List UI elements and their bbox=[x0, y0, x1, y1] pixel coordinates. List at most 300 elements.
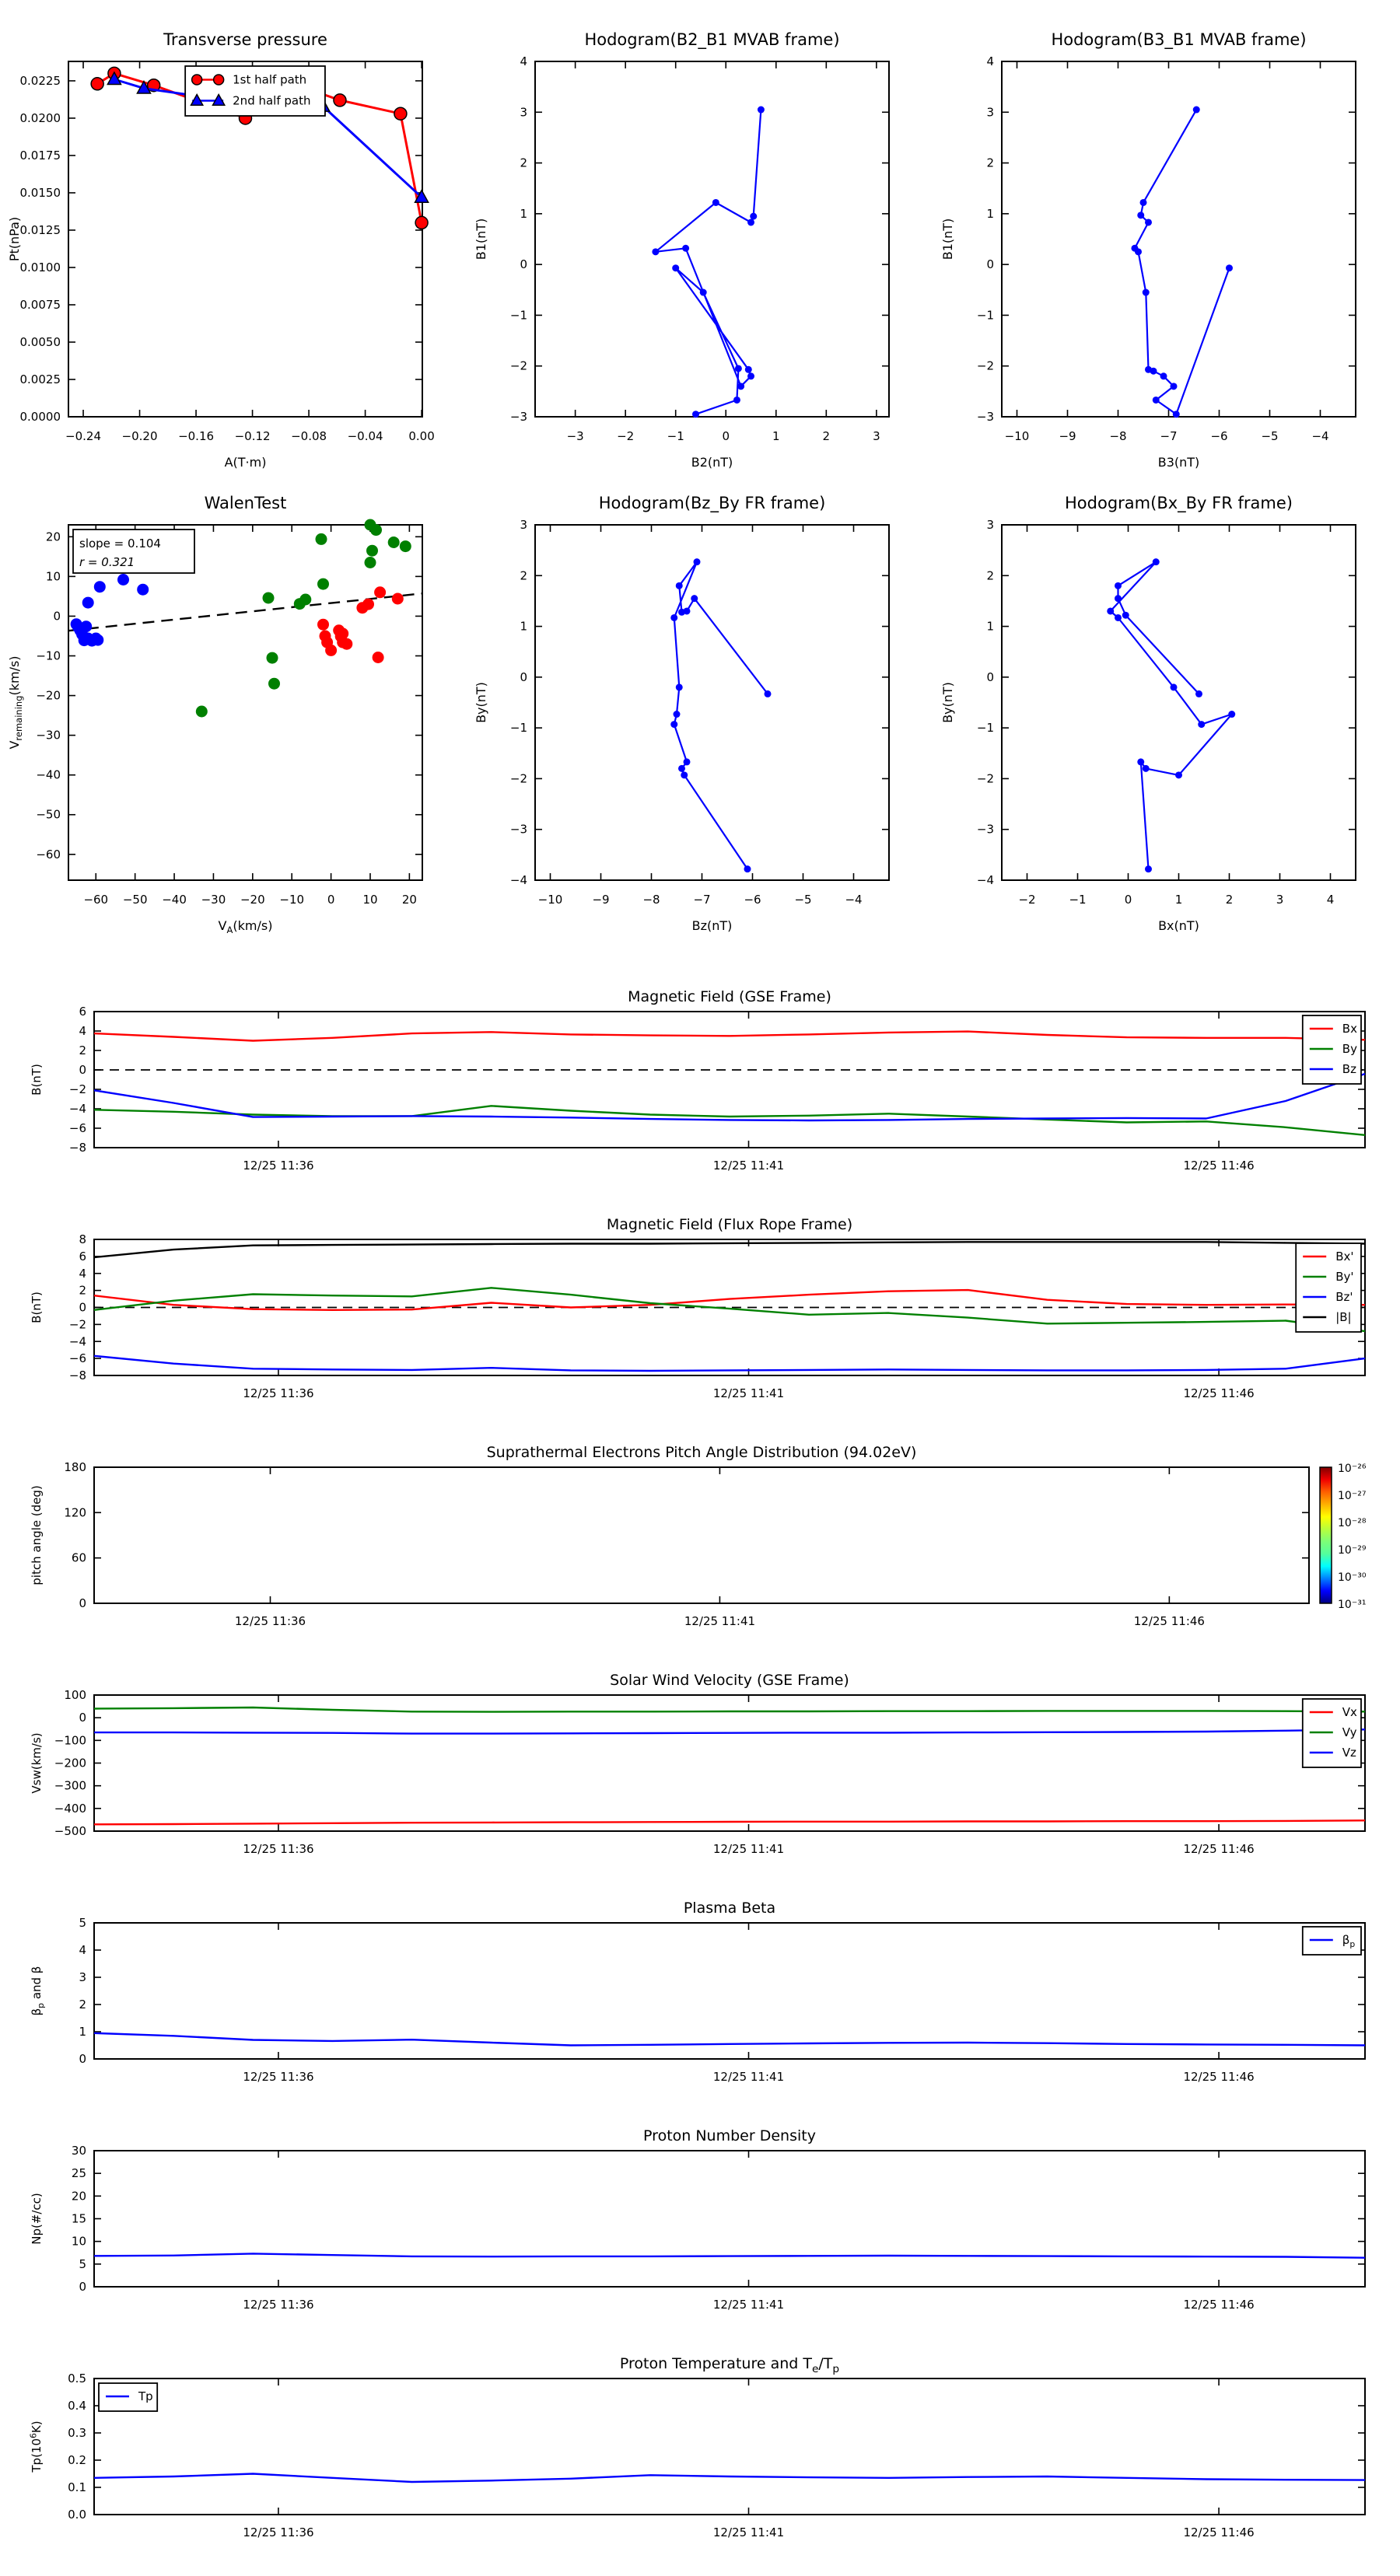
y-tick-label: −6 bbox=[68, 1351, 86, 1366]
marker-circle bbox=[1115, 614, 1122, 621]
axes-frame bbox=[94, 1467, 1309, 1603]
marker-circle bbox=[681, 771, 688, 778]
legend-label: Bx bbox=[1342, 1022, 1357, 1036]
y-tick-label: 2 bbox=[79, 1283, 86, 1298]
y-tick-label: 0.0075 bbox=[19, 297, 61, 312]
x-tick-label: 12/25 11:46 bbox=[1183, 2070, 1255, 2084]
y-tick-label: −100 bbox=[54, 1733, 86, 1748]
colorbar bbox=[1320, 1463, 1367, 1611]
chart-title: Proton Temperature and $T_e/T_p$ bbox=[619, 2355, 840, 2375]
marker-circle bbox=[1160, 372, 1167, 379]
chart-hodogram-bx-by bbox=[933, 474, 1400, 938]
y-tick-label: −4 bbox=[68, 1334, 86, 1349]
y-axis-label: Np(#/cc) bbox=[30, 2193, 44, 2245]
x-tick-label: −10 bbox=[1004, 429, 1030, 443]
x-tick-label: 12/25 11:46 bbox=[1183, 1386, 1255, 1400]
panel-proton-number-density bbox=[0, 2117, 1400, 2345]
marker-circle bbox=[1175, 771, 1182, 778]
y-tick-label: 6 bbox=[79, 1005, 86, 1019]
x-tick-label: 2 bbox=[1225, 893, 1234, 907]
y-tick-label: 3 bbox=[986, 518, 994, 532]
y-axis-label: $Tp(10^6K)$ bbox=[28, 2420, 44, 2473]
marker-circle bbox=[1143, 765, 1150, 772]
marker-circle bbox=[692, 411, 699, 418]
x-tick-label: 1 bbox=[772, 429, 780, 443]
y-tick-label: −2 bbox=[976, 771, 994, 786]
y-tick-label: 0 bbox=[520, 257, 527, 272]
axes-frame bbox=[94, 1923, 1365, 2059]
x-tick-label: −1 bbox=[667, 429, 684, 443]
scatter-point bbox=[366, 545, 378, 557]
y-tick-label: 0.5 bbox=[68, 2372, 86, 2386]
marker-circle bbox=[91, 78, 103, 90]
chart-walen-test bbox=[0, 474, 467, 938]
scatter-point bbox=[263, 592, 275, 604]
x-tick-label: −0.16 bbox=[178, 429, 215, 443]
legend bbox=[1303, 1015, 1361, 1084]
legend bbox=[99, 2383, 157, 2411]
legend-label: Tp bbox=[138, 2389, 153, 2403]
marker-circle bbox=[652, 248, 659, 255]
series-line bbox=[94, 1820, 1365, 1824]
y-tick-label: −2 bbox=[68, 1082, 86, 1096]
y-tick-label: 0.0200 bbox=[19, 110, 61, 125]
solar-wind-velocity bbox=[0, 1662, 1400, 1889]
marker-circle bbox=[1107, 607, 1114, 614]
y-tick-label: 1 bbox=[520, 206, 527, 221]
x-tick-label: 12/25 11:36 bbox=[243, 2070, 314, 2084]
y-tick-label: 0 bbox=[79, 1300, 86, 1315]
y-tick-label: 0.1 bbox=[68, 2480, 86, 2494]
chart-title: Hodogram(B3_B1 MVAB frame) bbox=[1051, 30, 1307, 49]
x-tick-label: 12/25 11:41 bbox=[712, 1842, 785, 1856]
marker-circle bbox=[1137, 211, 1144, 218]
x-tick-label: 3 bbox=[1276, 893, 1284, 907]
chart-title: WalenTest bbox=[204, 494, 287, 512]
legend bbox=[1303, 1699, 1361, 1767]
x-tick-label: −0.20 bbox=[121, 429, 158, 443]
y-tick-label: −3 bbox=[976, 822, 994, 837]
time-series-panels bbox=[0, 978, 1400, 2573]
scatter-point bbox=[299, 594, 311, 606]
axes-frame bbox=[535, 61, 889, 417]
marker-circle bbox=[394, 107, 407, 120]
y-tick-label: 60 bbox=[71, 1550, 86, 1565]
scatter-point bbox=[325, 645, 337, 656]
plasma-beta bbox=[0, 1889, 1400, 2117]
legend-label: By' bbox=[1335, 1270, 1354, 1284]
marker-circle bbox=[1171, 683, 1178, 690]
y-tick-label: 0.4 bbox=[68, 2399, 86, 2413]
y-tick-label: 6 bbox=[79, 1249, 86, 1264]
y-tick-label: 0.0100 bbox=[19, 260, 61, 274]
marker-circle bbox=[758, 107, 765, 114]
y-tick-label: −1 bbox=[509, 721, 527, 736]
marker-circle bbox=[735, 365, 742, 372]
x-tick-label: −5 bbox=[794, 893, 812, 907]
marker-circle bbox=[1140, 199, 1147, 206]
y-tick-label: 2 bbox=[986, 568, 994, 583]
chart-title: Magnetic Field (Flux Rope Frame) bbox=[606, 1216, 853, 1233]
x-tick-label: −6 bbox=[1210, 429, 1228, 443]
x-tick-label: 12/25 11:36 bbox=[243, 2298, 314, 2312]
marker-circle bbox=[737, 383, 744, 390]
y-tick-label: −500 bbox=[54, 1824, 86, 1838]
y-tick-label: 30 bbox=[71, 2144, 86, 2158]
y-axis-label: $V_{remaining}(km/s)$ bbox=[7, 655, 24, 750]
legend-label: Bz' bbox=[1335, 1290, 1353, 1304]
x-tick-label: −30 bbox=[201, 893, 226, 907]
suprathermal-electrons-pad bbox=[0, 1434, 1400, 1662]
x-tick-label: −5 bbox=[1261, 429, 1279, 443]
y-tick-label: 0 bbox=[79, 2280, 86, 2294]
y-tick-label: 8 bbox=[79, 1232, 86, 1246]
y-tick-label: −1 bbox=[509, 308, 527, 323]
transverse-pressure bbox=[0, 11, 467, 474]
marker-circle bbox=[1115, 595, 1122, 602]
y-tick-label: 0 bbox=[79, 1711, 86, 1725]
scatter-point bbox=[137, 584, 149, 596]
x-tick-label: 0.00 bbox=[408, 429, 435, 443]
series-line bbox=[94, 1356, 1365, 1371]
y-tick-label: −8 bbox=[68, 1368, 86, 1382]
y-tick-label: −8 bbox=[68, 1141, 86, 1155]
y-tick-label: 15 bbox=[71, 2211, 86, 2226]
scatter-point bbox=[268, 678, 280, 690]
x-tick-label: 12/25 11:41 bbox=[712, 2525, 785, 2539]
legend-label: Vx bbox=[1342, 1705, 1357, 1719]
scatter-point bbox=[400, 540, 411, 552]
x-tick-label: 4 bbox=[1326, 893, 1335, 907]
y-tick-label: 3 bbox=[79, 1970, 86, 1984]
scatter-point bbox=[94, 581, 106, 592]
x-tick-label: −0.12 bbox=[234, 429, 271, 443]
chart-title: Hodogram(Bx_By FR frame) bbox=[1065, 494, 1293, 512]
x-tick-label: 12/25 11:46 bbox=[1183, 2525, 1255, 2539]
colorbar-label: 10⁻²⁶ bbox=[1338, 1463, 1367, 1475]
x-tick-label: 12/25 11:46 bbox=[1133, 1614, 1205, 1628]
legend-label: 1st half path bbox=[233, 72, 307, 87]
y-tick-label: 1 bbox=[520, 619, 527, 634]
marker-circle bbox=[192, 75, 202, 85]
panel-proton-temperature bbox=[0, 2345, 1400, 2573]
chart-title: Transverse pressure bbox=[163, 30, 327, 49]
y-tick-label: 0.0025 bbox=[19, 372, 61, 386]
y-tick-label: 2 bbox=[520, 568, 527, 583]
y-tick-label: 25 bbox=[71, 2166, 86, 2181]
x-axis-label: Bx(nT) bbox=[1158, 918, 1199, 933]
y-tick-label: 2 bbox=[79, 1998, 86, 2012]
legend-label: 2nd half path bbox=[233, 93, 311, 108]
y-tick-label: −4 bbox=[68, 1102, 86, 1116]
scatter-point bbox=[388, 537, 400, 548]
y-tick-label: 180 bbox=[64, 1460, 86, 1474]
series-line bbox=[1111, 562, 1232, 869]
legend-label: $\beta_p$ bbox=[1342, 1933, 1356, 1949]
y-tick-label: −1 bbox=[976, 308, 994, 323]
legend bbox=[1296, 1243, 1361, 1332]
x-tick-label: 12/25 11:41 bbox=[684, 1614, 756, 1628]
y-tick-label: 20 bbox=[45, 530, 61, 544]
y-axis-label: $\beta_p$ and β bbox=[30, 1966, 46, 2016]
x-tick-label: −0.04 bbox=[347, 429, 383, 443]
y-tick-label: −3 bbox=[976, 410, 994, 424]
y-tick-label: 4 bbox=[520, 54, 527, 68]
y-tick-label: −30 bbox=[36, 728, 61, 743]
x-tick-label: 12/25 11:36 bbox=[243, 1159, 314, 1173]
y-tick-label: −4 bbox=[976, 873, 994, 887]
y-axis-label: Vsw(km/s) bbox=[30, 1732, 44, 1794]
marker-circle bbox=[700, 289, 707, 296]
x-tick-label: −50 bbox=[122, 893, 148, 907]
legend-label: |B| bbox=[1335, 1310, 1352, 1324]
magnetic-field-flux-rope bbox=[0, 1206, 1400, 1434]
y-tick-label: 0.0125 bbox=[19, 222, 61, 237]
x-tick-label: −3 bbox=[566, 429, 584, 443]
y-tick-label: −2 bbox=[976, 358, 994, 373]
y-tick-label: 3 bbox=[986, 105, 994, 120]
x-tick-label: 12/25 11:36 bbox=[243, 1842, 314, 1856]
y-tick-label: 0 bbox=[79, 2052, 86, 2066]
y-tick-label: 0 bbox=[79, 1063, 86, 1077]
marker-circle bbox=[1115, 582, 1122, 589]
y-tick-label: −4 bbox=[509, 873, 527, 887]
scatter-point bbox=[317, 619, 329, 631]
marker-circle bbox=[1153, 558, 1160, 565]
panel-magnetic-field-flux-rope bbox=[0, 1206, 1400, 1434]
legend bbox=[1303, 1927, 1361, 1955]
series-line bbox=[94, 1032, 1365, 1041]
chart-title: Plasma Beta bbox=[683, 1900, 776, 1917]
x-tick-label: −10 bbox=[279, 893, 305, 907]
marker-circle bbox=[1145, 218, 1152, 225]
x-tick-label: 3 bbox=[873, 429, 880, 443]
marker-circle bbox=[1145, 865, 1152, 872]
y-tick-label: −6 bbox=[68, 1121, 86, 1135]
marker-circle bbox=[674, 711, 681, 718]
y-tick-label: −200 bbox=[54, 1756, 86, 1770]
legend-label: Bx' bbox=[1335, 1250, 1354, 1264]
marker-circle bbox=[415, 216, 428, 229]
y-tick-label: 0.0225 bbox=[19, 73, 61, 88]
axes-frame bbox=[535, 525, 889, 880]
chart-title: Proton Number Density bbox=[643, 2127, 816, 2144]
marker-circle bbox=[1135, 248, 1142, 255]
magnetic-field-gse bbox=[0, 978, 1400, 1206]
x-tick-label: −7 bbox=[1160, 429, 1178, 443]
marker-circle bbox=[1143, 289, 1150, 296]
x-tick-label: −8 bbox=[1109, 429, 1127, 443]
series-line bbox=[94, 2474, 1365, 2483]
y-tick-label: 4 bbox=[79, 1266, 86, 1281]
y-tick-label: 2 bbox=[986, 156, 994, 170]
x-tick-label: 1 bbox=[1174, 893, 1183, 907]
hodogram-grid bbox=[0, 11, 1400, 938]
x-tick-label: −20 bbox=[240, 893, 265, 907]
scatter-point bbox=[196, 706, 208, 718]
marker-circle bbox=[1122, 612, 1129, 619]
y-tick-label: −40 bbox=[36, 767, 61, 782]
marker-circle bbox=[765, 690, 772, 697]
scatter-point bbox=[374, 586, 386, 598]
marker-circle bbox=[672, 264, 679, 271]
scatter-point bbox=[365, 557, 376, 568]
y-tick-label: 120 bbox=[64, 1505, 86, 1520]
y-tick-label: 1 bbox=[986, 619, 994, 634]
scatter-point bbox=[370, 524, 382, 536]
svg-text:r = 0.321: r = 0.321 bbox=[79, 555, 135, 569]
x-tick-label: 12/25 11:41 bbox=[712, 2070, 785, 2084]
marker-circle bbox=[1150, 368, 1157, 375]
y-tick-label: 3 bbox=[520, 105, 527, 120]
y-tick-label: 0 bbox=[986, 669, 994, 684]
y-tick-label: 0.0050 bbox=[19, 334, 61, 349]
scatter-point bbox=[392, 593, 404, 605]
x-axis-label: $V_A(km/s)$ bbox=[218, 918, 273, 935]
scatter-point bbox=[341, 638, 352, 650]
panel-suprathermal-electrons-pad bbox=[0, 1434, 1400, 1662]
x-tick-label: −4 bbox=[1311, 429, 1329, 443]
chart-transverse-pressure bbox=[0, 11, 467, 474]
marker-circle bbox=[334, 94, 346, 107]
x-tick-label: 12/25 11:41 bbox=[712, 1159, 785, 1173]
y-tick-label: 0 bbox=[986, 257, 994, 272]
series-line bbox=[94, 1074, 1365, 1120]
x-tick-label: −40 bbox=[162, 893, 187, 907]
x-tick-label: 12/25 11:46 bbox=[1183, 2298, 1255, 2312]
marker-circle bbox=[733, 397, 740, 404]
x-tick-label: 12/25 11:41 bbox=[712, 2298, 785, 2312]
y-tick-label: −10 bbox=[36, 648, 61, 663]
walen-test bbox=[0, 474, 467, 938]
x-axis-label: A(T·m) bbox=[224, 455, 267, 470]
y-axis-label: B(nT) bbox=[30, 1064, 44, 1096]
marker-circle bbox=[676, 582, 683, 589]
y-tick-label: 1 bbox=[79, 2025, 86, 2039]
x-tick-label: −6 bbox=[744, 893, 761, 907]
x-tick-label: 0 bbox=[327, 893, 335, 907]
legend-label: By bbox=[1342, 1042, 1357, 1056]
hodogram-bz-by bbox=[467, 474, 933, 938]
annotation-box bbox=[73, 530, 194, 573]
x-tick-label: −0.24 bbox=[65, 429, 102, 443]
y-tick-label: 4 bbox=[79, 1024, 86, 1038]
y-tick-label: −3 bbox=[509, 410, 527, 424]
y-tick-label: −400 bbox=[54, 1801, 86, 1816]
y-tick-label: 20 bbox=[71, 2189, 86, 2204]
axes-frame bbox=[94, 2151, 1365, 2287]
hodogram-b3-b1 bbox=[933, 11, 1400, 474]
scatter-point bbox=[362, 599, 374, 610]
x-axis-label: B2(nT) bbox=[691, 455, 733, 470]
marker-circle bbox=[1198, 721, 1205, 728]
axes-frame bbox=[94, 1012, 1365, 1148]
y-tick-label: −2 bbox=[68, 1317, 86, 1332]
axes-frame bbox=[94, 1695, 1365, 1831]
marker-circle bbox=[678, 765, 685, 772]
marker-circle bbox=[682, 245, 689, 252]
y-tick-label: 0 bbox=[520, 669, 527, 684]
marker-circle bbox=[744, 865, 751, 872]
marker-circle bbox=[1193, 107, 1200, 114]
axes-frame bbox=[1002, 61, 1356, 417]
marker-circle bbox=[745, 366, 752, 373]
chart-title: Solar Wind Velocity (GSE Frame) bbox=[610, 1672, 849, 1689]
x-tick-label: 20 bbox=[401, 893, 417, 907]
y-tick-label: 0.3 bbox=[68, 2426, 86, 2440]
y-axis-label: By(nT) bbox=[940, 682, 955, 723]
chart-title: Suprathermal Electrons Pitch Angle Distribution (94.02eV) bbox=[486, 1444, 917, 1461]
x-tick-label: −4 bbox=[845, 893, 863, 907]
marker-circle bbox=[712, 199, 719, 206]
series-line bbox=[94, 1707, 1365, 1712]
series-line bbox=[94, 1242, 1365, 1257]
y-axis-label: pitch angle (deg) bbox=[30, 1485, 44, 1585]
scatter-point bbox=[267, 652, 278, 664]
svg-text:slope = 0.104: slope = 0.104 bbox=[79, 537, 161, 551]
x-tick-label: −60 bbox=[83, 893, 109, 907]
y-tick-label: 2 bbox=[520, 156, 527, 170]
x-tick-label: −2 bbox=[1018, 893, 1036, 907]
colorbar-label: 10⁻³¹ bbox=[1338, 1599, 1367, 1611]
y-tick-label: 0.0000 bbox=[19, 410, 61, 424]
y-tick-label: 4 bbox=[79, 1943, 86, 1957]
legend bbox=[185, 66, 325, 116]
marker-circle bbox=[670, 614, 677, 621]
y-tick-label: 2 bbox=[79, 1043, 86, 1057]
x-tick-label: −10 bbox=[537, 893, 563, 907]
legend-label: Vz bbox=[1342, 1746, 1356, 1760]
colorbar-label: 10⁻²⁷ bbox=[1338, 1490, 1367, 1502]
x-tick-label: 2 bbox=[822, 429, 831, 443]
colorbar-label: 10⁻³⁰ bbox=[1338, 1571, 1367, 1584]
marker-circle bbox=[747, 218, 754, 225]
marker-circle bbox=[691, 595, 698, 602]
panel-magnetic-field-gse bbox=[0, 978, 1400, 1206]
x-tick-label: 12/25 11:36 bbox=[234, 1614, 306, 1628]
y-tick-label: 0.0 bbox=[68, 2508, 86, 2522]
colorbar-label: 10⁻²⁹ bbox=[1338, 1544, 1367, 1557]
x-tick-label: 0 bbox=[1124, 893, 1132, 907]
x-tick-label: −9 bbox=[592, 893, 610, 907]
y-tick-label: 0 bbox=[79, 1596, 86, 1610]
chart-title: Hodogram(Bz_By FR frame) bbox=[598, 494, 826, 512]
y-tick-label: 5 bbox=[79, 2256, 86, 2271]
x-tick-label: 12/25 11:36 bbox=[243, 1386, 314, 1400]
marker-circle bbox=[676, 683, 683, 690]
marker-circle bbox=[1173, 411, 1180, 418]
marker-circle bbox=[1153, 397, 1160, 404]
chart-hodogram-bz-by bbox=[467, 474, 933, 938]
marker-circle bbox=[1137, 758, 1144, 765]
chart-title: Magnetic Field (GSE Frame) bbox=[628, 988, 831, 1005]
y-tick-label: −2 bbox=[509, 358, 527, 373]
marker-circle bbox=[694, 558, 701, 565]
y-axis-label: B1(nT) bbox=[940, 218, 955, 260]
scatter-point bbox=[373, 652, 384, 663]
scatter-point bbox=[82, 597, 94, 609]
hodogram-bx-by bbox=[933, 474, 1400, 938]
axes-frame bbox=[1002, 525, 1356, 880]
y-tick-label: 0.0150 bbox=[19, 185, 61, 200]
scatter-point bbox=[80, 620, 92, 632]
marker-circle bbox=[1195, 690, 1202, 697]
series-line bbox=[94, 1729, 1365, 1733]
y-tick-label: 4 bbox=[986, 54, 994, 68]
y-tick-label: −1 bbox=[976, 721, 994, 736]
x-tick-label: −2 bbox=[617, 429, 635, 443]
x-tick-label: −7 bbox=[693, 893, 711, 907]
